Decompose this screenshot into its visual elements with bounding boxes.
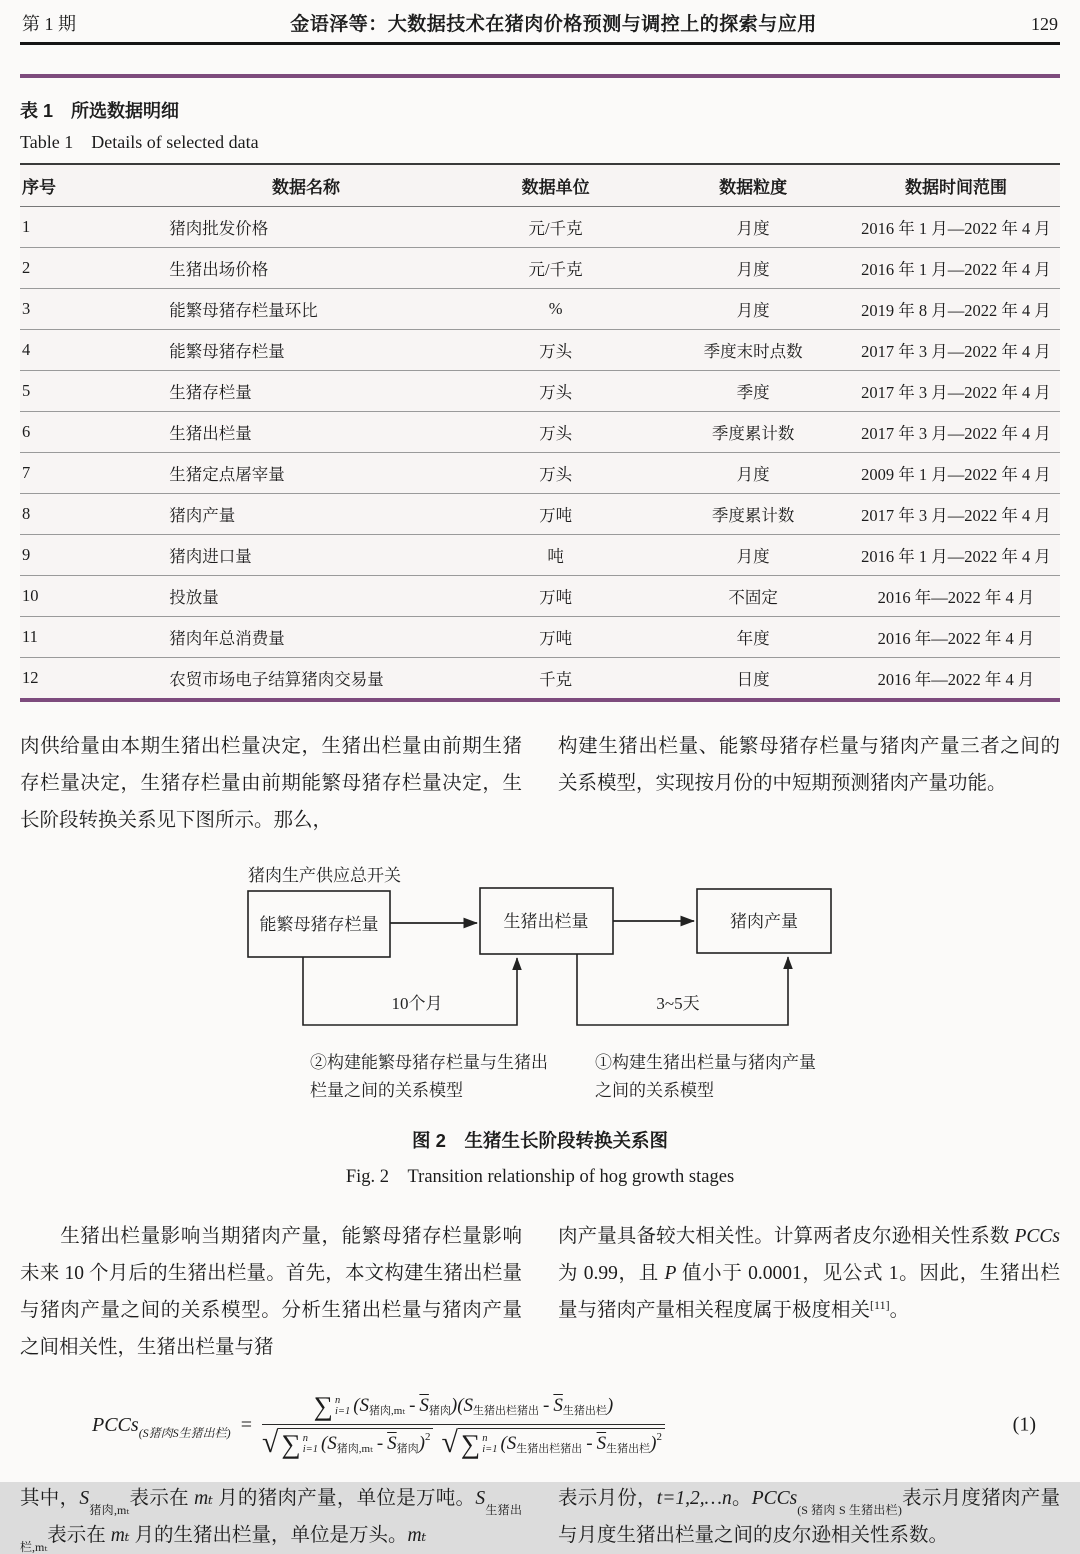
table-row xyxy=(20,576,1060,617)
table-title-zh: 表 1 所选数据明细 xyxy=(20,101,180,121)
math-var-p: P xyxy=(664,1263,677,1284)
table-cell: 年度 xyxy=(654,617,852,658)
table-title-en: Table 1 Details of selected data xyxy=(20,132,259,152)
sqrt-group xyxy=(441,1425,664,1459)
table-cell: 万头 xyxy=(457,371,655,412)
data-table-head xyxy=(20,164,1060,207)
math-text: ) xyxy=(418,1433,425,1454)
table-cell: 2016 年 1 月—2022 年 4 月 xyxy=(852,207,1060,248)
duration-3-5-days-label: 3~5天 xyxy=(656,994,700,1013)
column-left xyxy=(20,1480,522,1554)
math-sub: 生猪出栏,mₜ xyxy=(20,1502,522,1554)
sum-limits xyxy=(335,1395,350,1417)
sum-limits xyxy=(303,1433,318,1455)
equation-lhs xyxy=(92,1413,231,1440)
sum-lower: i=1 xyxy=(334,1406,351,1417)
box-pork-label: 猪肉产量 xyxy=(730,912,798,931)
equation-1 xyxy=(20,1378,1060,1472)
table-cell: 月度 xyxy=(654,248,852,289)
table-row xyxy=(20,658,1060,699)
fraction xyxy=(261,1390,665,1459)
figure-caption-en: Fig. 2 Transition relationship of hog growth stages xyxy=(345,1167,735,1187)
table-cell: 9 xyxy=(20,535,155,576)
table-cell: 千克 xyxy=(457,658,655,699)
radical-symbol: √ xyxy=(261,1425,279,1459)
paragraph xyxy=(558,1218,1060,1329)
column-right xyxy=(558,1480,1060,1554)
table-cell: 农贸市场电子结算猪肉交易量 xyxy=(155,658,457,699)
inline-text: 。 xyxy=(731,1488,752,1509)
sqrt-group xyxy=(261,1425,434,1459)
diagram-switch-label: 猪肉生产供应总开关 xyxy=(248,866,401,885)
accent-rule-top xyxy=(20,74,1060,78)
math-var-s: S xyxy=(475,1488,486,1509)
minus-sign: - xyxy=(586,1433,593,1454)
math-var-mt: mₜ xyxy=(194,1488,213,1509)
data-table-body xyxy=(20,207,1060,699)
note-model-1-line2: 之间的关系模型 xyxy=(595,1081,714,1100)
sum-upper: n xyxy=(482,1433,488,1444)
column-left xyxy=(20,1218,522,1366)
table-cell: 2009 年 1 月—2022 年 4 月 xyxy=(852,453,1060,494)
minus-sign: - xyxy=(409,1395,416,1416)
math-text: ) xyxy=(606,1395,614,1416)
inline-text: 肉产量具备较大相关性。计算两者皮尔逊相关性系数 xyxy=(558,1226,1015,1247)
table-cell: 月度 xyxy=(654,535,852,576)
inline-text: 其中， xyxy=(20,1488,80,1509)
inline-text: 月的生猪出栏量，单位是万头。 xyxy=(129,1525,408,1546)
table-cell: 月度 xyxy=(654,207,852,248)
minus-sign: - xyxy=(543,1395,550,1416)
table-cell: 万头 xyxy=(457,412,655,453)
table-cell: 6 xyxy=(20,412,155,453)
table-cell: 11 xyxy=(20,617,155,658)
table-cell: 季度累计数 xyxy=(654,494,852,535)
math-var-sbar: $\overline{S}$ xyxy=(596,1433,607,1454)
inline-text: 表示月份， xyxy=(558,1488,657,1509)
table-cell: 能繁母猪存栏量 xyxy=(155,330,457,371)
math-var-mt: mₜ xyxy=(110,1525,130,1546)
sigma-symbol: ∑ xyxy=(460,1428,481,1459)
table-cell: 月度 xyxy=(654,453,852,494)
radicand: ∑ n i=1 (S $_{猪肉,m_t}$ - $\overline{S}$ $_{猪肉}$ ) $^2$ xyxy=(278,1428,433,1458)
table-cell: 万头 xyxy=(457,453,655,494)
table-cell: 猪肉进口量 xyxy=(155,535,457,576)
table-cell: 季度末时点数 xyxy=(654,330,852,371)
col-header: 数据时间范围 xyxy=(852,164,1060,207)
table-cell: 元/千克 xyxy=(457,207,655,248)
col-header: 数据单位 xyxy=(457,164,655,207)
column-right xyxy=(558,728,1060,839)
text-block-top xyxy=(20,728,1060,839)
figure-2-diagram xyxy=(20,857,1060,1115)
inline-text: 表示在 xyxy=(47,1525,111,1546)
sum-limits xyxy=(482,1433,497,1455)
table-cell: 1 xyxy=(20,207,155,248)
box-sow-label: 能繁母猪存栏量 xyxy=(259,915,379,934)
sum-upper: n xyxy=(302,1433,308,1444)
note-model-1-line1: ①构建生猪出栏量与猪肉产量 xyxy=(595,1053,816,1072)
equation-number: (1) xyxy=(1012,1413,1036,1436)
radicand: ∑ n i=1 (S $_{生猪出栏猪出}$ - $\overline{S}$ $_{生猪出栏}$ ) $^2$ xyxy=(458,1428,665,1458)
note-model-2-line1: ②构建能繁母猪存栏量与生猪出 xyxy=(310,1053,548,1072)
table-row xyxy=(20,248,1060,289)
table-cell: 2016 年—2022 年 4 月 xyxy=(852,658,1060,699)
paragraph xyxy=(20,1480,522,1554)
math-var-mt: mₜ xyxy=(407,1525,427,1546)
bracket-10-months xyxy=(303,957,517,1025)
table-row xyxy=(20,412,1060,453)
inline-text: 为 0.99，且 xyxy=(558,1263,665,1284)
table-cell: 5 xyxy=(20,371,155,412)
table-cell: 2016 年—2022 年 4 月 xyxy=(852,576,1060,617)
math-var-sbar: $\overline{S}$ xyxy=(419,1395,429,1416)
table-cell: % xyxy=(457,289,655,330)
running-head xyxy=(20,0,1060,45)
header-row xyxy=(20,164,1060,207)
math-sub: (S 猪肉 S 生猪出栏) xyxy=(797,1502,902,1517)
table-cell: 生猪存栏量 xyxy=(155,371,457,412)
paragraph: 构建生猪出栏量、能繁母猪存栏量与猪肉产量三者之间的关系模型，实现按月份的中短期预测猪肉产量功能。 xyxy=(558,736,1060,794)
table-cell: 猪肉产量 xyxy=(155,494,457,535)
math-var-pccs: PCCs xyxy=(1014,1226,1060,1247)
math-var-sbar: $\overline{S}$ xyxy=(553,1395,563,1416)
math-sub: 猪肉,mₜ xyxy=(89,1502,130,1517)
sigma-symbol: ∑ xyxy=(313,1390,333,1421)
table-cell: 季度 xyxy=(654,371,852,412)
sum-upper: n xyxy=(334,1395,341,1406)
math-var-pccs: PCCs xyxy=(92,1413,139,1436)
paragraph: 生猪出栏量影响当期猪肉产量，能繁母猪存栏量影响未来 10 个月后的生猪出栏量。首先，本文构建生猪出栏量与猪肉产量之间的关系模型。分析生猪出栏量与猪肉产量之间相关性，生猪出栏量与猪 xyxy=(20,1226,522,1358)
math-var-s: S xyxy=(79,1488,90,1509)
table-cell: 猪肉年总消费量 xyxy=(155,617,457,658)
table-cell: 万吨 xyxy=(457,576,655,617)
box-hog-out-label: 生猪出栏量 xyxy=(503,912,589,931)
column-left xyxy=(20,728,522,839)
sigma-symbol: ∑ xyxy=(281,1428,301,1459)
math-text: (S xyxy=(320,1433,337,1454)
paragraph: 肉供给量由本期生猪出栏量决定，生猪出栏量由前期生猪存栏量决定，生猪存栏量由前期能繁母猪存栏量决定，生长阶段转换关系见下图所示。那么， xyxy=(20,736,522,831)
table-cell: 2016 年 1 月—2022 年 4 月 xyxy=(852,535,1060,576)
table-cell: 万头 xyxy=(457,330,655,371)
math-sub: (S猪肉S生猪出栏) xyxy=(138,1425,231,1440)
table-cell: 生猪出栏量 xyxy=(155,412,457,453)
col-header: 数据名称 xyxy=(155,164,457,207)
text-block-mid xyxy=(20,1218,1060,1366)
figure-caption-zh: 图 2 生猪生长阶段转换关系图 xyxy=(412,1130,668,1151)
paragraph xyxy=(558,1480,1060,1554)
table-row xyxy=(20,289,1060,330)
table-cell: 投放量 xyxy=(155,576,457,617)
math-text: )(S xyxy=(450,1395,474,1416)
table-cell: 2016 年 1 月—2022 年 4 月 xyxy=(852,248,1060,289)
column-right xyxy=(558,1218,1060,1366)
table-cell: 不固定 xyxy=(654,576,852,617)
table-cell: 2 xyxy=(20,248,155,289)
flow-diagram-svg xyxy=(205,857,885,1115)
math-var-sbar: $\overline{S}$ xyxy=(387,1433,397,1454)
inline-text: 。 xyxy=(889,1300,910,1321)
citation-ref: [11] xyxy=(870,1298,890,1312)
table-cell: 3 xyxy=(20,289,155,330)
table-cell: 2017 年 3 月—2022 年 4 月 xyxy=(852,494,1060,535)
table-cell: 月度 xyxy=(654,289,852,330)
col-header: 数据粒度 xyxy=(654,164,852,207)
table-cell: 7 xyxy=(20,453,155,494)
summation xyxy=(460,1428,498,1459)
table-cell: 万吨 xyxy=(457,617,655,658)
inline-text: 表示在 xyxy=(129,1488,195,1509)
inline-text: 表示月度猪肉产量与月度生猪出栏量之间的皮尔逊相关性系数。 xyxy=(558,1488,1060,1546)
table-cell: 12 xyxy=(20,658,155,699)
table-cell: 生猪出场价格 xyxy=(155,248,457,289)
table-cell: 吨 xyxy=(457,535,655,576)
radical-symbol: √ xyxy=(441,1425,458,1459)
table-cell: 2019 年 8 月—2022 年 4 月 xyxy=(852,289,1060,330)
running-title: 金语泽等：大数据技术在猪肉价格预测与调控上的探索与应用 xyxy=(290,14,817,35)
numerator: ∑ n i=1 (S $_{猪肉,m_t}$ - $\overline{S}$ $_{猪肉}$ )(S $_{生猪出栏猪出}$ - $\overline{S}$ $_{生猪出栏}$ ) xyxy=(262,1393,665,1425)
table-cell: 能繁母猪存栏量环比 xyxy=(155,289,457,330)
table-row xyxy=(20,453,1060,494)
table-row xyxy=(20,535,1060,576)
bracket-3-5-days xyxy=(577,954,788,1025)
note-model-2-line2: 栏量之间的关系模型 xyxy=(310,1081,463,1100)
denominator xyxy=(262,1425,665,1458)
inline-text: 月的猪肉产量，单位是万吨。 xyxy=(212,1488,476,1509)
text-block-bottom xyxy=(20,1480,1060,1554)
issue-label: 第 1 期 xyxy=(22,14,76,34)
math-var-pccs: PCCs xyxy=(751,1488,798,1509)
duration-10-months-label: 10个月 xyxy=(391,994,443,1013)
math-text: (S xyxy=(353,1395,370,1416)
table-cell: 2017 年 3 月—2022 年 4 月 xyxy=(852,330,1060,371)
table-cell: 8 xyxy=(20,494,155,535)
table-cell: 生猪定点屠宰量 xyxy=(155,453,457,494)
minus-sign: - xyxy=(376,1433,384,1454)
table-row xyxy=(20,494,1060,535)
inline-text: 值小于 0.0001，见公式 1。因此，生猪出栏量与猪肉产量相关程度属于极度相关 xyxy=(558,1263,1060,1321)
summation xyxy=(313,1390,351,1421)
table-cell: 2017 年 3 月—2022 年 4 月 xyxy=(852,412,1060,453)
table-cell: 2017 年 3 月—2022 年 4 月 xyxy=(852,371,1060,412)
summation xyxy=(281,1428,318,1459)
math-var-t: t=1,2,…n xyxy=(656,1488,732,1509)
table-cell: 猪肉批发价格 xyxy=(155,207,457,248)
table-row xyxy=(20,617,1060,658)
accent-rule-table-bottom xyxy=(20,698,1060,702)
table-cell: 2016 年—2022 年 4 月 xyxy=(852,617,1060,658)
table-row xyxy=(20,371,1060,412)
math-text: ) xyxy=(650,1433,657,1454)
table-row xyxy=(20,330,1060,371)
col-header: 序号 xyxy=(20,164,155,207)
sum-lower: i=1 xyxy=(302,1444,318,1455)
table-row xyxy=(20,207,1060,248)
table-cell: 日度 xyxy=(654,658,852,699)
page-number: 129 xyxy=(1030,14,1058,34)
math-text: (S xyxy=(500,1433,517,1454)
table-cell: 万吨 xyxy=(457,494,655,535)
table-cell: 4 xyxy=(20,330,155,371)
sum-lower: i=1 xyxy=(482,1444,498,1455)
equals-sign: = xyxy=(240,1413,252,1436)
table-cell: 10 xyxy=(20,576,155,617)
data-table xyxy=(20,163,1060,698)
table-cell: 元/千克 xyxy=(457,248,655,289)
table-cell: 季度累计数 xyxy=(654,412,852,453)
